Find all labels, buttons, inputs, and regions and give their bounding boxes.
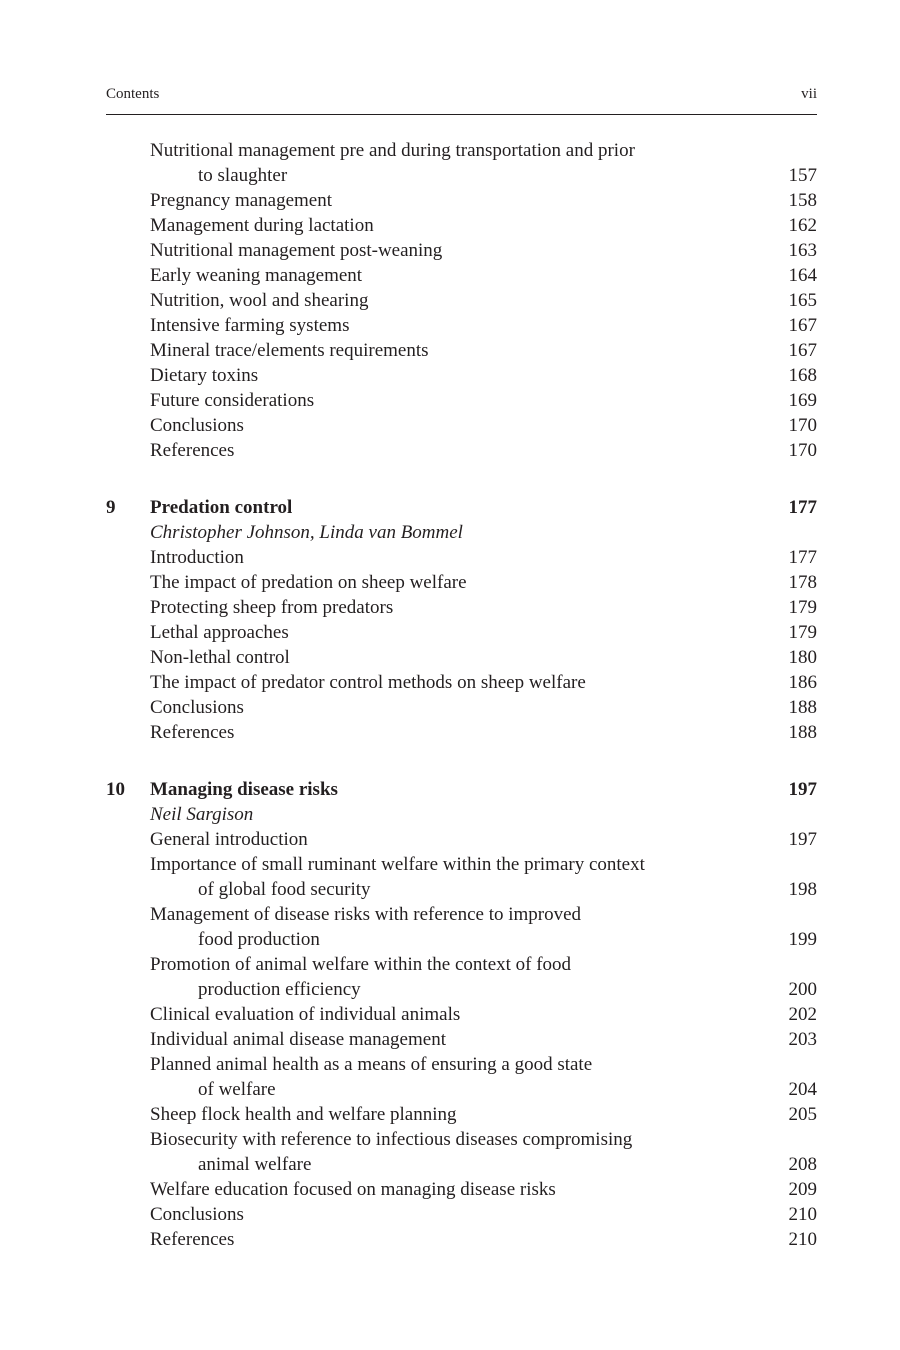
toc-entry[interactable] <box>106 827 817 852</box>
entry-title: Clinical evaluation of individual animals <box>150 1004 461 1025</box>
toc-entry[interactable] <box>106 338 817 363</box>
entry-page-number: 210 <box>788 1204 817 1225</box>
entry-title: Mineral trace/elements requirements <box>150 340 429 361</box>
toc-entry[interactable] <box>106 902 817 927</box>
toc-entry-continuation[interactable] <box>106 977 817 1002</box>
entry-page-number: 209 <box>788 1179 817 1200</box>
entry-title: Welfare education focused on managing disease risks <box>150 1179 556 1200</box>
entry-title: Non-lethal control <box>150 647 290 668</box>
entry-title: Conclusions <box>150 697 244 718</box>
toc-entry-continuation[interactable] <box>106 163 817 188</box>
chapter-number: 10 <box>106 779 125 800</box>
entry-page-number: 162 <box>788 215 817 236</box>
entry-title: Planned animal health as a means of ensuring a good state <box>150 1054 593 1075</box>
entry-page-number: 164 <box>788 265 817 286</box>
entry-title: Protecting sheep from predators <box>150 597 394 618</box>
toc-entry[interactable] <box>106 852 817 877</box>
chapter-heading[interactable] <box>106 495 817 520</box>
toc-entry[interactable] <box>106 620 817 645</box>
entry-page-number: 167 <box>788 340 817 361</box>
entry-title: Pregnancy management <box>150 190 333 211</box>
toc-entry-continuation[interactable] <box>106 927 817 952</box>
toc-entry[interactable] <box>106 213 817 238</box>
entry-page-number: 210 <box>788 1229 817 1250</box>
entry-page-number: 158 <box>788 190 817 211</box>
toc-entry[interactable] <box>106 388 817 413</box>
chapter-heading[interactable] <box>106 777 817 802</box>
chapter-number: 9 <box>106 497 116 518</box>
entry-title: The impact of predator control methods on sheep welfare <box>150 672 586 693</box>
entry-title: Nutritional management post-weaning <box>150 240 443 261</box>
toc-entry[interactable] <box>106 670 817 695</box>
entry-title: Dietary toxins <box>150 365 259 386</box>
toc-entry[interactable] <box>106 1002 817 1027</box>
entry-page-number: 208 <box>788 1154 817 1175</box>
entry-title: Individual animal disease management <box>150 1029 446 1050</box>
toc-entry[interactable] <box>106 188 817 213</box>
toc-entry[interactable] <box>106 413 817 438</box>
entry-page-number: 177 <box>788 547 817 568</box>
entry-title: General introduction <box>150 829 308 850</box>
entry-page-number: 177 <box>788 497 817 518</box>
entry-title: animal welfare <box>198 1154 312 1175</box>
toc-entry[interactable] <box>106 1127 817 1152</box>
entry-page-number: 180 <box>788 647 817 668</box>
entry-title: References <box>150 722 235 743</box>
entry-page-number: 169 <box>788 390 817 411</box>
entry-title: Management of disease risks with reference to improved <box>150 904 582 925</box>
entry-page-number: 167 <box>788 315 817 336</box>
toc-entry[interactable] <box>106 1227 817 1252</box>
toc-entry-continuation[interactable] <box>106 1152 817 1177</box>
entry-title: Importance of small ruminant welfare within the primary context <box>150 854 645 875</box>
entry-title: Management during lactation <box>150 215 374 236</box>
entry-title: Future considerations <box>150 390 315 411</box>
entry-page-number: 168 <box>788 365 817 386</box>
entry-page-number: 203 <box>788 1029 817 1050</box>
entry-page-number: 170 <box>788 415 817 436</box>
toc-entry[interactable] <box>106 138 817 163</box>
table-of-contents <box>106 138 817 1252</box>
toc-entry[interactable] <box>106 695 817 720</box>
entry-title: Conclusions <box>150 415 244 436</box>
toc-entry[interactable] <box>106 263 817 288</box>
entry-title: of global food security <box>198 879 371 900</box>
chapter-title: Managing disease risks <box>150 779 338 800</box>
chapter-spacer <box>106 463 817 495</box>
chapter-spacer <box>106 745 817 777</box>
entry-page-number: 197 <box>788 829 817 850</box>
toc-entry[interactable] <box>106 952 817 977</box>
toc-entry[interactable] <box>106 595 817 620</box>
toc-entry[interactable] <box>106 438 817 463</box>
entry-page-number: 197 <box>788 779 817 800</box>
toc-entry[interactable] <box>106 1102 817 1127</box>
toc-entry[interactable] <box>106 720 817 745</box>
entry-page-number: 188 <box>788 722 817 743</box>
running-head-title: Contents <box>106 86 160 102</box>
entry-page-number: 204 <box>788 1079 817 1100</box>
chapter-authors <box>106 802 817 827</box>
entry-title: Intensive farming systems <box>150 315 350 336</box>
entry-title: The impact of predation on sheep welfare <box>150 572 467 593</box>
entry-title: Nutrition, wool and shearing <box>150 290 369 311</box>
entry-page-number: 163 <box>788 240 817 261</box>
entry-page-number: 205 <box>788 1104 817 1125</box>
entry-page-number: 198 <box>788 879 817 900</box>
chapter-title: Predation control <box>150 497 293 518</box>
entry-page-number: 165 <box>788 290 817 311</box>
toc-entry-continuation[interactable] <box>106 1077 817 1102</box>
entry-title: Promotion of animal welfare within the context of food <box>150 954 572 975</box>
toc-entry-continuation[interactable] <box>106 877 817 902</box>
entry-page-number: 157 <box>788 165 817 186</box>
entry-page-number: 178 <box>788 572 817 593</box>
toc-entry[interactable] <box>106 313 817 338</box>
author-names: Christopher Johnson, Linda van Bommel <box>150 522 463 543</box>
entry-page-number: 202 <box>788 1004 817 1025</box>
running-head <box>106 86 817 115</box>
entry-title: Early weaning management <box>150 265 363 286</box>
toc-entry[interactable] <box>106 1027 817 1052</box>
toc-entry[interactable] <box>106 238 817 263</box>
entry-title: food production <box>198 929 320 950</box>
entry-title: to slaughter <box>198 165 288 186</box>
chapter-authors <box>106 520 817 545</box>
entry-page-number: 186 <box>788 672 817 693</box>
entry-page-number: 199 <box>788 929 817 950</box>
entry-title: production efficiency <box>198 979 361 1000</box>
page-number: vii <box>801 86 817 102</box>
entry-page-number: 170 <box>788 440 817 461</box>
entry-title: Conclusions <box>150 1204 244 1225</box>
toc-entry[interactable] <box>106 1202 817 1227</box>
entry-page-number: 179 <box>788 597 817 618</box>
entry-page-number: 179 <box>788 622 817 643</box>
toc-entry[interactable] <box>106 645 817 670</box>
toc-entry[interactable] <box>106 570 817 595</box>
entry-title: of welfare <box>198 1079 276 1100</box>
toc-entry[interactable] <box>106 363 817 388</box>
toc-entry[interactable] <box>106 288 817 313</box>
toc-entry[interactable] <box>106 1177 817 1202</box>
entry-title: References <box>150 1229 235 1250</box>
entry-title: Sheep flock health and welfare planning <box>150 1104 457 1125</box>
entry-page-number: 200 <box>788 979 817 1000</box>
toc-entry[interactable] <box>106 1052 817 1077</box>
toc-entry[interactable] <box>106 545 817 570</box>
entry-title: Nutritional management pre and during transportation and prior <box>150 140 635 161</box>
author-names: Neil Sargison <box>150 804 254 825</box>
entry-title: Lethal approaches <box>150 622 289 643</box>
entry-title: Biosecurity with reference to infectious diseases compromising <box>150 1129 633 1150</box>
entry-title: Introduction <box>150 547 244 568</box>
entry-page-number: 188 <box>788 697 817 718</box>
entry-title: References <box>150 440 235 461</box>
